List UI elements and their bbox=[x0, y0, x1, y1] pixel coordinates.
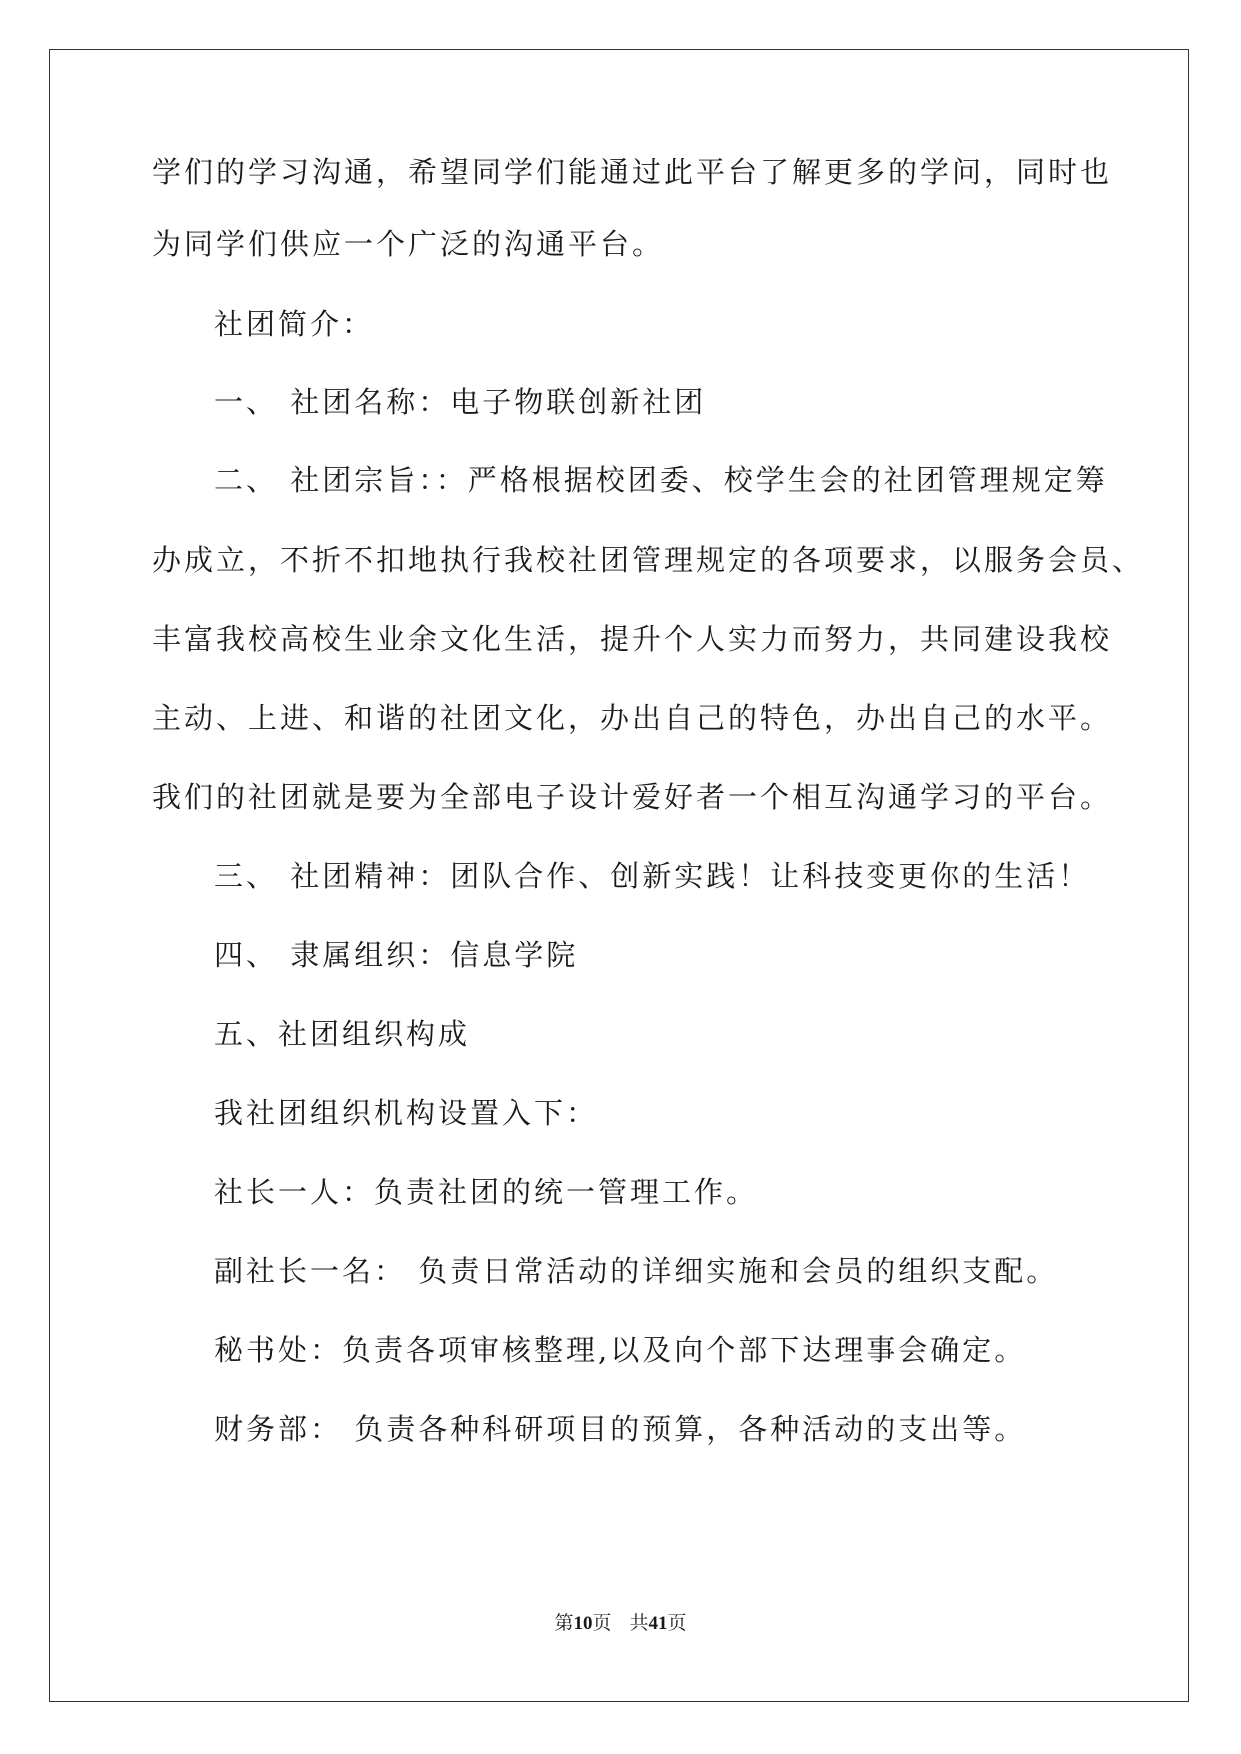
role-president: 社长一人：负责社团的统一管理工作。 bbox=[214, 1175, 759, 1209]
page-footer bbox=[0, 1612, 1241, 1636]
total-pages-number: 41 bbox=[648, 1613, 668, 1634]
role-finance: 财务部： 负责各种科研项目的预算，各种活动的支出等。 bbox=[214, 1412, 1027, 1446]
section-heading-intro: 社团简介： bbox=[214, 307, 375, 341]
item-club-name: 一、 社团名称：电子物联创新社团 bbox=[214, 385, 707, 419]
role-vice-president: 副社长一名： 负责日常活动的详细实施和会员的组织支配。 bbox=[214, 1254, 1059, 1288]
body-line-1: 学们的学习沟通，希望同学们能通过此平台了解更多的学问，同时也 bbox=[152, 155, 1113, 189]
footer-prefix: 第 bbox=[554, 1613, 574, 1634]
footer-total-prefix: 共 bbox=[629, 1613, 649, 1634]
body-line-8: 主动、上进、和谐的社团文化，办出自己的特色，办出自己的水平。 bbox=[152, 701, 1113, 735]
item-structure: 五、社团组织构成 bbox=[214, 1017, 471, 1051]
footer-page-word: 页 bbox=[592, 1613, 612, 1634]
current-page-number: 10 bbox=[573, 1613, 593, 1634]
body-line-2: 为同学们供应一个广泛的沟通平台。 bbox=[152, 227, 665, 261]
role-secretariat: 秘书处：负责各项审核整理,以及向个部下达理事会确定。 bbox=[214, 1333, 1027, 1367]
body-line-9: 我们的社团就是要为全部电子设计爱好者一个相互沟通学习的平台。 bbox=[152, 780, 1113, 814]
body-line-7: 丰富我校高校生业余文化生活，提升个人实力而努力，共同建设我校 bbox=[152, 622, 1113, 656]
structure-intro: 我社团组织机构设置入下： bbox=[214, 1096, 599, 1130]
footer-total-suffix: 页 bbox=[667, 1613, 687, 1634]
body-line-6: 办成立，不折不扣地执行我校社团管理规定的各项要求，以服务会员、 bbox=[152, 543, 1145, 577]
item-club-purpose: 二、 社团宗旨：：严格根据校团委、校学生会的社团管理规定筹 bbox=[214, 463, 1108, 497]
item-club-spirit: 三、 社团精神：团队合作、创新实践！让科技变更你的生活！ bbox=[214, 859, 1091, 893]
item-affiliation: 四、 隶属组织：信息学院 bbox=[214, 938, 579, 972]
